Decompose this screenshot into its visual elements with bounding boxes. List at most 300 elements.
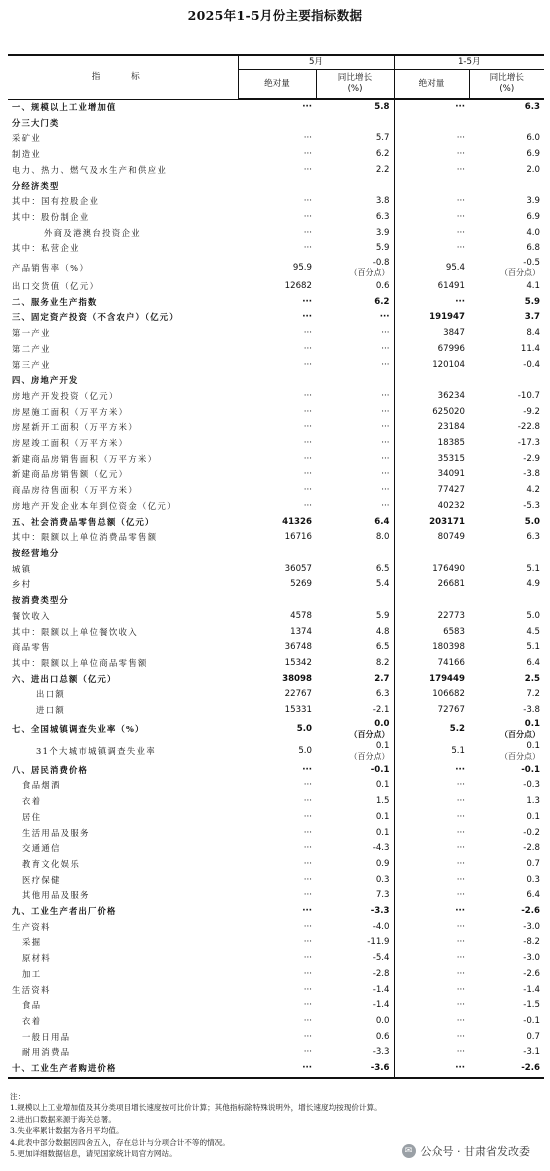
may-absolute-cell: 16716	[284, 532, 312, 543]
may-absolute-cell	[238, 546, 316, 562]
may-absolute-cell: 95.9	[292, 262, 312, 273]
row-label: 七、全国城镇调查失业率（%）	[12, 724, 145, 735]
ytd-growth-cell	[469, 257, 544, 279]
ytd-absolute-cell: ···	[394, 226, 469, 242]
may-growth-cell: ···	[381, 469, 390, 480]
ytd-absolute-cell: ···	[394, 841, 469, 857]
row-label: 产品销售率（%）	[12, 262, 90, 273]
ytd-absolute-cell: ···	[394, 763, 469, 779]
ytd-growth-cell: 3.7	[524, 312, 541, 323]
may-absolute-cell: ···	[303, 453, 312, 464]
table-row	[8, 873, 544, 889]
footnote-line: 4.此表中部分数据因四舍五入，存在总计与分项合计不等的情况。	[10, 1137, 230, 1147]
may-growth-cell: 7.3	[375, 890, 390, 901]
row-label: 房屋新开工面积（万平方米）	[12, 422, 139, 433]
row-label: 其中：股份制企业	[12, 211, 90, 222]
watermark-text: 公众号 · 甘肃省发改委	[420, 1145, 530, 1158]
table-row	[8, 116, 544, 132]
ytd-growth-cell: -10.7	[517, 390, 541, 401]
may-growth-cell: -2.8	[372, 968, 390, 979]
may-growth-cell: 1.5	[375, 796, 390, 807]
row-label: 第一产业	[12, 328, 51, 339]
row-label: 乡村	[12, 579, 32, 590]
ytd-absolute-cell	[394, 546, 469, 562]
table-row	[8, 279, 544, 295]
ytd-absolute-cell: ···	[394, 998, 469, 1014]
may-growth-cell: 0.1	[375, 811, 390, 822]
table-row	[8, 257, 544, 279]
row-label: 二、服务业生产指数	[12, 296, 98, 307]
table-row	[8, 951, 544, 967]
ytd-growth-cell: -3.0	[523, 921, 541, 932]
table-row	[8, 131, 544, 147]
row-label: 教育文化娱乐	[22, 858, 81, 869]
ytd-growth-cell: 5.0	[524, 516, 541, 527]
table-row	[8, 672, 544, 688]
table-row	[8, 405, 544, 421]
ytd-absolute-cell: ···	[394, 951, 469, 967]
may-absolute-cell: ···	[303, 890, 312, 901]
ytd-absolute-cell: 77427	[394, 483, 469, 499]
row-label: 衣着	[22, 1015, 42, 1026]
may-absolute-cell: ···	[302, 296, 312, 307]
may-absolute-cell: ···	[303, 796, 312, 807]
may-absolute-cell: ···	[303, 328, 312, 339]
ytd-absolute-cell: 191947	[394, 310, 469, 326]
ytd-absolute-cell: ···	[394, 873, 469, 889]
ytd-absolute-cell: 203171	[394, 515, 469, 531]
may-absolute-cell	[238, 179, 316, 195]
ytd-absolute-cell: 5.2	[394, 719, 469, 741]
row-label: 其中：限额以上单位餐饮收入	[12, 626, 139, 637]
table-row	[8, 389, 544, 405]
row-label: 五、社会消费品零售总额（亿元）	[12, 516, 155, 527]
may-growth-cell: 6.3	[375, 211, 390, 222]
percentage-point-note: （百分点）	[500, 268, 541, 278]
table-row	[8, 920, 544, 936]
may-growth-cell: -4.3	[372, 843, 390, 854]
table-row	[8, 857, 544, 873]
ytd-growth-cell: 0.1	[526, 811, 541, 822]
may-absolute-cell: ···	[303, 968, 312, 979]
ytd-growth-cell: 6.3	[524, 102, 541, 112]
may-absolute-cell: 41326	[282, 516, 312, 527]
may-absolute-cell: ···	[303, 1000, 312, 1011]
row-label: 按经营地分	[12, 547, 60, 558]
table-row	[8, 179, 544, 195]
table-row	[8, 1045, 544, 1061]
ytd-absolute-cell: ···	[394, 826, 469, 842]
may-absolute-cell: ···	[303, 243, 312, 254]
row-label: 耐用消费品	[22, 1047, 71, 1058]
page-title: 2025年1-5月份主要指标数据	[187, 8, 363, 23]
table-row	[8, 625, 544, 641]
table-row	[8, 210, 544, 226]
ytd-absolute-cell: ···	[394, 1045, 469, 1061]
ytd-absolute-cell	[394, 179, 469, 195]
ytd-growth-cell: -3.8	[523, 469, 541, 480]
header-growth-label: 同比增长	[337, 73, 373, 83]
may-absolute-cell: 5.0	[298, 746, 312, 757]
may-growth-cell: ···	[381, 390, 390, 401]
ytd-absolute-cell: ···	[394, 147, 469, 163]
may-growth-cell	[316, 741, 394, 763]
ytd-growth-cell: 0.7	[526, 1031, 541, 1042]
may-absolute-cell	[238, 116, 316, 132]
ytd-absolute-cell	[394, 116, 469, 132]
may-absolute-cell: 5.0	[296, 724, 312, 735]
row-label: 采矿业	[12, 133, 42, 144]
row-label: 一、规模以上工业增加值	[12, 101, 117, 112]
percentage-point-note: （百分点）	[349, 268, 390, 278]
table-row	[8, 163, 544, 179]
row-label: 其中：国有控股企业	[12, 196, 100, 207]
may-growth-cell: 0.6	[375, 1031, 390, 1042]
may-absolute-cell: ···	[303, 1015, 312, 1026]
may-growth-cell: 8.2	[375, 657, 390, 668]
ytd-absolute-cell: 176490	[394, 562, 469, 578]
row-label: 第二产业	[12, 343, 51, 354]
ytd-absolute-cell: ···	[394, 163, 469, 179]
may-growth-cell	[316, 116, 394, 132]
ytd-growth-cell: 4.9	[526, 579, 541, 590]
may-absolute-cell: 4578	[290, 610, 312, 621]
ytd-absolute-cell: ···	[394, 241, 469, 257]
ytd-growth-cell: -0.1	[521, 764, 541, 775]
ytd-absolute-cell: 40232	[394, 499, 469, 515]
ytd-growth-cell: 6.0	[526, 133, 541, 144]
ytd-growth-cell: 3.9	[526, 196, 541, 207]
may-absolute-cell: 1374	[290, 626, 312, 637]
may-absolute-cell: ···	[303, 164, 312, 175]
percentage-point-note: （百分点）	[500, 751, 541, 761]
may-absolute-cell: ···	[303, 811, 312, 822]
ytd-absolute-cell: 74166	[394, 656, 469, 672]
wechat-icon: ✉	[402, 1144, 416, 1158]
ytd-absolute-cell: 95.4	[394, 257, 469, 279]
may-absolute-cell: ···	[303, 843, 312, 854]
ytd-growth-cell: -5.3	[523, 500, 541, 511]
ytd-growth-cell: 8.4	[526, 328, 541, 339]
table-row	[8, 241, 544, 257]
may-growth-cell: ···	[381, 438, 390, 449]
row-label: 电力、热力、燃气及水生产和供应业	[12, 164, 168, 175]
may-absolute-cell: ···	[303, 1047, 312, 1058]
table-row	[8, 904, 544, 920]
row-label: 三、固定资产投资（不含农户）（亿元）	[12, 312, 179, 323]
may-growth-cell: 0.6	[375, 281, 390, 292]
may-absolute-cell: ···	[238, 1061, 316, 1078]
table-row	[8, 373, 544, 389]
ytd-growth-cell: -2.6	[523, 968, 541, 979]
may-absolute-cell: 12682	[284, 281, 312, 292]
row-label: 外商及港澳台投资企业	[44, 227, 141, 238]
may-absolute-cell: 15331	[284, 705, 312, 716]
ytd-growth-cell: 6.8	[526, 243, 541, 254]
footnote-line: 5.更加详细数据信息，请见国家统计局官方网站。	[10, 1149, 177, 1159]
may-growth-cell: ···	[381, 500, 390, 511]
may-growth-cell: 5.9	[375, 243, 390, 254]
row-label: 分经济类型	[12, 180, 60, 191]
may-growth-cell: 8.0	[375, 532, 390, 543]
table-row	[8, 741, 544, 763]
ytd-growth-cell	[469, 719, 544, 741]
percentage-point-note: （百分点）	[349, 751, 390, 761]
table-row	[8, 483, 544, 499]
may-growth-cell: -0.1	[370, 764, 390, 775]
may-growth-cell: -1.4	[372, 984, 390, 995]
may-growth-cell: 2.7	[374, 673, 390, 684]
may-growth-cell: 3.8	[375, 196, 390, 207]
may-absolute-cell: 36748	[284, 642, 312, 653]
header-row-period	[8, 55, 544, 70]
row-label: 其中：限额以上单位商品零售额	[12, 657, 148, 668]
table-row	[8, 656, 544, 672]
may-absolute-cell	[238, 593, 316, 609]
header-growth-label: 同比增长	[489, 73, 524, 83]
watermark	[396, 1141, 537, 1161]
row-label: 九、工业生产者出厂价格	[12, 906, 117, 917]
indicator-table-body	[8, 99, 544, 1078]
row-label: 房地产开发投资（亿元）	[12, 390, 119, 401]
may-absolute-cell: ···	[303, 390, 312, 401]
row-label: 出口额	[36, 689, 66, 700]
percentage-point-note: （百分点）	[500, 729, 541, 739]
value: -0.5	[523, 257, 541, 268]
table-row	[8, 810, 544, 826]
may-growth-cell: 5.9	[375, 610, 390, 621]
ytd-absolute-cell: ···	[394, 857, 469, 873]
may-absolute-cell: ···	[303, 858, 312, 869]
may-growth-cell: ···	[381, 359, 390, 370]
table-row	[8, 577, 544, 593]
ytd-absolute-cell: ···	[394, 983, 469, 999]
ytd-absolute-cell: ···	[394, 967, 469, 983]
may-absolute-cell: 38098	[282, 673, 312, 684]
row-label: 衣着	[22, 796, 42, 807]
row-label: 交通通信	[22, 843, 61, 854]
ytd-absolute-cell: ···	[394, 935, 469, 951]
ytd-growth-cell	[469, 593, 544, 609]
row-label: 新建商品房销售额（亿元）	[12, 469, 129, 480]
may-growth-cell: -2.1	[372, 705, 390, 716]
ytd-absolute-cell: 61491	[394, 279, 469, 295]
header-ytd-abs: 绝对量	[394, 70, 469, 100]
row-label: 按消费类型分	[12, 595, 69, 606]
ytd-growth-cell: 1.3	[526, 796, 541, 807]
row-label: 城镇	[12, 563, 32, 574]
row-label: 房屋竣工面积（万平方米）	[12, 438, 129, 449]
ytd-absolute-cell: 5.1	[394, 741, 469, 763]
may-growth-cell: 4.8	[375, 626, 390, 637]
row-label: 房屋施工面积（万平方米）	[12, 406, 129, 417]
ytd-growth-cell: 5.1	[526, 642, 541, 653]
row-label: 其中：私营企业	[12, 243, 80, 254]
table-row	[8, 99, 544, 116]
ytd-absolute-cell: 23184	[394, 420, 469, 436]
may-absolute-cell: ···	[303, 422, 312, 433]
row-label: 出口交货值（亿元）	[12, 281, 100, 292]
table-row	[8, 841, 544, 857]
may-growth-cell: -5.4	[372, 953, 390, 964]
may-absolute-cell: ···	[302, 906, 312, 917]
may-absolute-cell: 15342	[284, 657, 312, 668]
ytd-growth-cell: 6.9	[526, 149, 541, 160]
table-row	[8, 452, 544, 468]
ytd-absolute-cell: 80749	[394, 530, 469, 546]
ytd-absolute-cell: 106682	[394, 687, 469, 703]
ytd-growth-cell: 11.4	[520, 343, 541, 354]
header-may-abs: 绝对量	[238, 70, 316, 100]
may-growth-cell: ···	[381, 328, 390, 339]
may-absolute-cell: 22767	[284, 689, 312, 700]
may-growth-cell: 0.9	[375, 858, 390, 869]
may-absolute-cell: 5269	[290, 579, 312, 590]
table-row	[8, 358, 544, 374]
may-absolute-cell: ···	[303, 133, 312, 144]
may-absolute-cell: ···	[303, 438, 312, 449]
row-label: 商品房待售面积（万平方米）	[12, 485, 139, 496]
ytd-growth-cell: -0.1	[523, 1015, 541, 1026]
may-growth-cell: -1.4	[372, 1000, 390, 1011]
ytd-absolute-cell: ···	[394, 904, 469, 920]
may-absolute-cell: ···	[303, 937, 312, 948]
may-absolute-cell: ···	[303, 149, 312, 160]
ytd-absolute-cell: 34091	[394, 467, 469, 483]
may-growth-cell: -4.0	[372, 921, 390, 932]
may-absolute-cell: ···	[302, 102, 312, 112]
may-absolute-cell: ···	[303, 485, 312, 496]
header-ytd-growth	[469, 70, 544, 100]
ytd-absolute-cell: 35315	[394, 452, 469, 468]
may-absolute-cell: ···	[302, 764, 312, 775]
ytd-growth-cell: -2.6	[469, 1061, 544, 1078]
footnote-line: 2.进出口数据来源于海关总署。	[10, 1114, 116, 1124]
table-row	[8, 499, 544, 515]
may-growth-cell: 6.3	[375, 689, 390, 700]
ytd-absolute-cell: ···	[394, 99, 469, 116]
row-label: 第三产业	[12, 359, 51, 370]
ytd-absolute-cell	[394, 593, 469, 609]
table-row	[8, 703, 544, 719]
may-growth-cell	[316, 593, 394, 609]
row-label: 进口额	[36, 705, 66, 716]
may-absolute-cell: ···	[303, 780, 312, 791]
ytd-growth-cell: 5.0	[526, 610, 541, 621]
footnote-line: 3.失业率累计数据为各月平均值。	[10, 1126, 124, 1136]
may-growth-cell	[316, 257, 394, 279]
table-row	[8, 515, 544, 531]
ytd-absolute-cell: ···	[394, 1014, 469, 1030]
ytd-absolute-cell: ···	[394, 1030, 469, 1046]
may-growth-cell: 5.7	[375, 133, 390, 144]
may-absolute-cell: ···	[303, 953, 312, 964]
row-label: 食品烟酒	[22, 780, 61, 791]
header-may-growth	[316, 70, 394, 100]
table-row	[8, 983, 544, 999]
table-row	[8, 763, 544, 779]
ytd-absolute-cell: ···	[394, 810, 469, 826]
may-growth-cell: 6.2	[375, 149, 390, 160]
may-growth-cell: 3.9	[375, 227, 390, 238]
row-label: 一般日用品	[22, 1031, 71, 1042]
value: 0.0	[374, 719, 390, 730]
ytd-growth-cell: -9.2	[523, 406, 541, 417]
ytd-growth-cell: -2.6	[521, 906, 541, 917]
ytd-growth-cell: 6.4	[526, 890, 541, 901]
ytd-absolute-cell: ···	[394, 778, 469, 794]
may-growth-cell: 0.1	[375, 827, 390, 838]
table-row	[8, 640, 544, 656]
may-absolute-cell: ···	[303, 211, 312, 222]
row-label: 制造业	[12, 149, 42, 160]
ytd-growth-cell	[469, 546, 544, 562]
ytd-absolute-cell: 6583	[394, 625, 469, 641]
row-label: 医疗保健	[22, 874, 61, 885]
table-row	[8, 546, 544, 562]
ytd-growth-cell: -2.8	[523, 843, 541, 854]
may-growth-cell: 6.5	[375, 563, 390, 574]
table-row	[8, 888, 544, 904]
table-row	[8, 326, 544, 342]
row-label: 加工	[22, 968, 42, 979]
ytd-growth-cell	[469, 179, 544, 195]
may-growth-cell	[316, 179, 394, 195]
row-label: 分三大门类	[12, 117, 60, 128]
table-row	[8, 719, 544, 741]
table-row	[8, 467, 544, 483]
ytd-absolute-cell: 120104	[394, 358, 469, 374]
ytd-absolute-cell: 180398	[394, 640, 469, 656]
header-growth-unit: (%)	[347, 84, 363, 94]
table-row	[8, 420, 544, 436]
ytd-absolute-cell: 625020	[394, 405, 469, 421]
may-absolute-cell: ···	[303, 827, 312, 838]
table-row	[8, 609, 544, 625]
row-label: 餐饮收入	[12, 610, 51, 621]
value: 0.1	[526, 741, 541, 752]
header-may: 5月	[238, 55, 394, 70]
ytd-absolute-cell: ···	[394, 1061, 469, 1078]
value: -0.8	[372, 257, 390, 268]
footnote-line: 注：	[10, 1092, 26, 1101]
may-absolute-cell: ···	[303, 984, 312, 995]
may-growth-cell: 6.4	[374, 516, 390, 527]
ytd-absolute-cell: ···	[394, 131, 469, 147]
may-growth-cell: ···	[381, 485, 390, 496]
indicator-table	[8, 54, 544, 1079]
ytd-growth-cell: -3.0	[523, 953, 541, 964]
row-label: 新建商品房销售面积（万平方米）	[12, 453, 158, 464]
header-growth-unit: (%)	[499, 84, 515, 94]
ytd-absolute-cell: ···	[394, 888, 469, 904]
ytd-growth-cell: 4.5	[526, 626, 541, 637]
ytd-absolute-cell: 72767	[394, 703, 469, 719]
may-absolute-cell: ···	[303, 196, 312, 207]
row-label: 生产资料	[12, 921, 51, 932]
may-absolute-cell: ···	[303, 921, 312, 932]
table-row	[8, 935, 544, 951]
may-absolute-cell: ···	[303, 406, 312, 417]
row-label: 采掘	[22, 937, 42, 948]
ytd-growth-cell: -0.2	[523, 827, 541, 838]
value: 0.1	[375, 741, 390, 752]
table-row	[8, 794, 544, 810]
may-growth-cell: ···	[381, 343, 390, 354]
table-row	[8, 530, 544, 546]
table-row	[8, 342, 544, 358]
table-row	[8, 593, 544, 609]
